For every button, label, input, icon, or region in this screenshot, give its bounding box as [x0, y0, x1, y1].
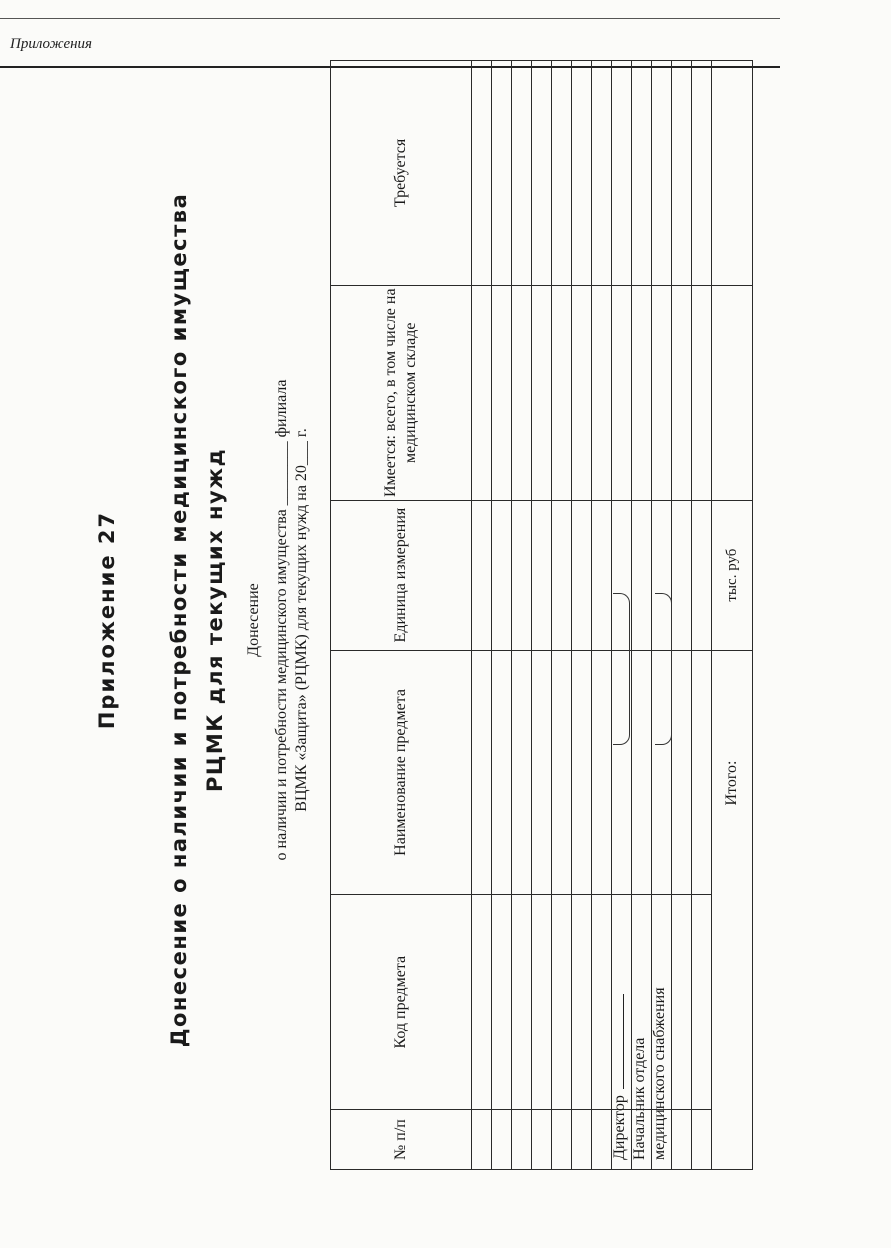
table-cell	[692, 650, 712, 895]
signature-block	[610, 987, 670, 1160]
table-cell	[472, 895, 492, 1110]
col-available-header: Имеется: всего, в том числе на медицинском складе	[331, 285, 472, 500]
table-cell	[592, 1110, 612, 1170]
table-cell	[552, 285, 572, 500]
table-cell	[492, 895, 512, 1110]
table-cell	[612, 61, 632, 286]
total-unit: тыс. руб	[712, 500, 753, 650]
table-cell	[512, 650, 532, 895]
table-row	[692, 61, 712, 1170]
total-label: Итого:	[712, 650, 753, 1169]
table-cell	[552, 500, 572, 650]
rotated-page	[95, 35, 740, 1205]
report-caption: Донесение	[245, 583, 262, 657]
table-cell	[572, 1110, 592, 1170]
table-cell	[532, 895, 552, 1110]
total-row	[712, 61, 753, 1170]
table-cell	[472, 1110, 492, 1170]
table-cell	[512, 1110, 532, 1170]
table-cell	[632, 500, 652, 650]
table-row	[552, 61, 572, 1170]
table-cell	[532, 1110, 552, 1170]
table-cell	[472, 285, 492, 500]
head-label-2: медицинского снабжения	[651, 987, 668, 1160]
table-cell	[672, 650, 692, 895]
table-cell	[572, 500, 592, 650]
table-cell	[632, 285, 652, 500]
table-cell	[672, 500, 692, 650]
table-cell	[572, 895, 592, 1110]
running-head: Приложения	[10, 36, 93, 52]
table-cell	[552, 895, 572, 1110]
table-cell	[712, 61, 753, 286]
table-row	[672, 61, 692, 1170]
table-cell	[532, 61, 552, 286]
inventory-table	[330, 60, 753, 1170]
table-cell	[572, 61, 592, 286]
signature-line	[623, 994, 624, 1089]
table-cell	[692, 61, 712, 286]
signature-brace	[613, 593, 630, 745]
col-name-header: Наименование предмета	[331, 650, 472, 895]
report-subtitle-1: о наличии и потребности медицинского имущества ________ филиала	[273, 379, 290, 861]
table-header-row	[331, 61, 472, 1170]
table-cell	[552, 650, 572, 895]
table-row	[472, 61, 492, 1170]
col-unit-header: Единица измерения	[331, 500, 472, 650]
table-row	[492, 61, 512, 1170]
table-cell	[712, 285, 753, 500]
table-cell	[672, 285, 692, 500]
table-cell	[572, 285, 592, 500]
director-signature	[610, 987, 630, 1160]
table-cell	[652, 285, 672, 500]
table-row	[572, 61, 592, 1170]
table-cell	[592, 285, 612, 500]
table-cell	[592, 61, 612, 286]
table-cell	[492, 1110, 512, 1170]
table-cell	[492, 61, 512, 286]
table-cell	[472, 650, 492, 895]
table-cell	[632, 61, 652, 286]
table-cell	[612, 285, 632, 500]
table-cell	[652, 61, 672, 286]
title-line-1: Донесение о наличии и потребности медицинского имущества	[167, 192, 191, 1048]
table-cell	[552, 61, 572, 286]
table-cell	[532, 650, 552, 895]
table-cell	[672, 61, 692, 286]
appendix-title: Приложение 27	[95, 510, 119, 730]
col-required-header: Требуется	[331, 61, 472, 286]
table-cell	[512, 285, 532, 500]
table-cell	[492, 500, 512, 650]
table-row	[592, 61, 612, 1170]
document-title	[161, 35, 233, 1205]
table-cell	[592, 500, 612, 650]
table-cell	[552, 1110, 572, 1170]
signature-brace	[655, 593, 672, 745]
table-cell	[672, 895, 692, 1110]
table-cell	[692, 1110, 712, 1170]
header-top-rule	[0, 18, 780, 19]
table-cell	[692, 895, 712, 1110]
table-cell	[512, 61, 532, 286]
col-code-header: Код предмета	[331, 895, 472, 1110]
table-cell	[592, 895, 612, 1110]
table-cell	[532, 500, 552, 650]
director-label: Директор	[611, 1095, 628, 1160]
table-row	[532, 61, 552, 1170]
report-subtitle-2: ВЦМК «Защита» (РЦМК) для текущих нужд на 20___ г.	[293, 428, 310, 812]
table-cell	[512, 895, 532, 1110]
title-line-2: РЦМК для текущих нужд	[203, 447, 227, 793]
table-cell	[532, 285, 552, 500]
table-cell	[592, 650, 612, 895]
table-cell	[692, 285, 712, 500]
table-cell	[692, 500, 712, 650]
table-cell	[472, 500, 492, 650]
head-label-1: Начальник отдела	[631, 1037, 648, 1160]
table-cell	[492, 285, 512, 500]
table-cell	[632, 650, 652, 895]
table-cell	[472, 61, 492, 286]
col-number-header: № п/п	[331, 1110, 472, 1170]
table-cell	[492, 650, 512, 895]
table-cell	[572, 650, 592, 895]
table-cell	[672, 1110, 692, 1170]
table-cell	[512, 500, 532, 650]
table-row	[512, 61, 532, 1170]
